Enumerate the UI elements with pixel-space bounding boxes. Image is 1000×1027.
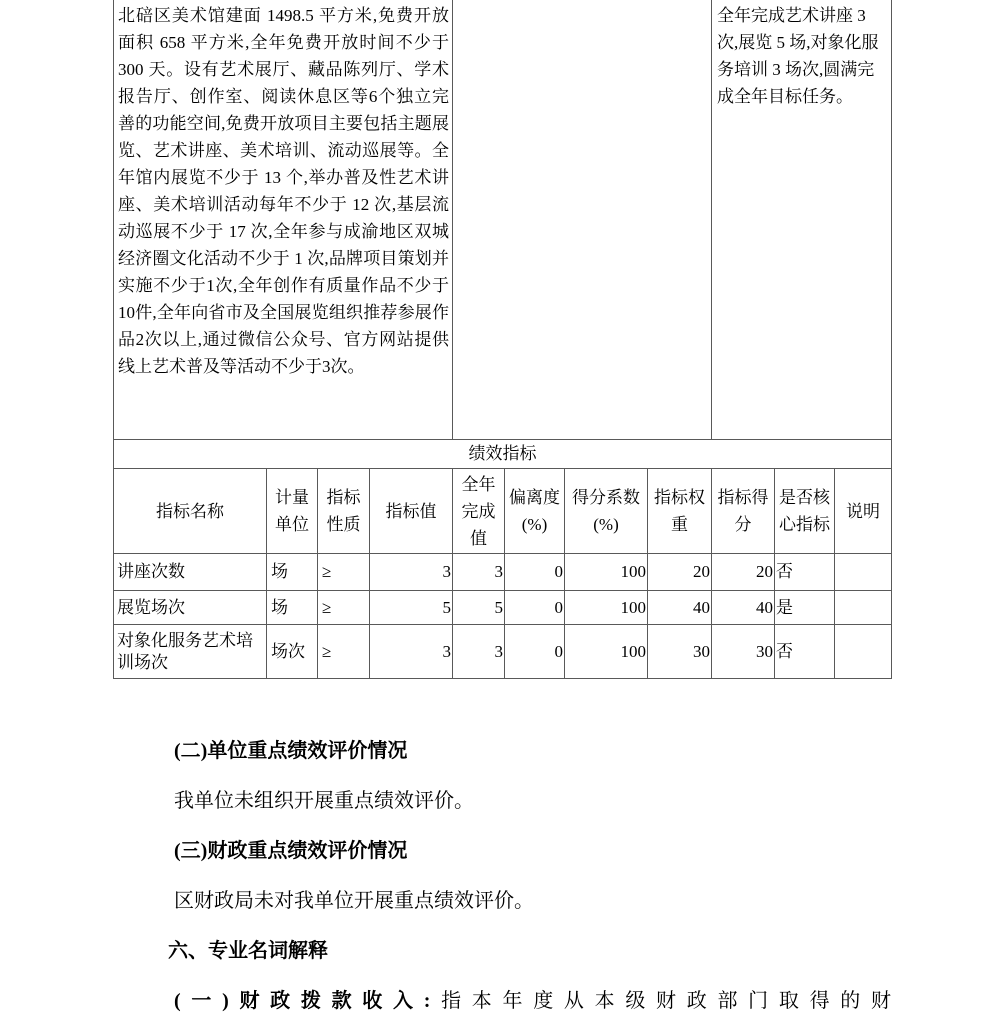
annual-value-cell: 3: [453, 625, 505, 679]
annual-completion-text-cell: 全年完成艺术讲座 3 次,展览 5 场,对象化服务培训 3 场次,圆满完成全年目标任务。: [712, 0, 892, 440]
score-cell: 30: [712, 625, 775, 679]
col-header-weight: 指标权重: [648, 469, 712, 554]
deviation-cell: 0: [505, 591, 565, 625]
unit-cell: 场: [267, 591, 318, 625]
col-header-unit: 计量单位: [267, 469, 318, 554]
nature-cell: ≥: [318, 554, 370, 591]
table-top-row: [114, 0, 892, 440]
score-coefficient-cell: 100: [565, 625, 648, 679]
section-heading-2: (二)单位重点绩效评价情况: [174, 740, 408, 762]
unit-cell: 场: [267, 554, 318, 591]
col-header-target-value: 指标值: [370, 469, 453, 554]
empty-middle-cell: [453, 0, 712, 440]
score-coefficient-cell: 100: [565, 554, 648, 591]
core-indicator-cell: 否: [775, 554, 835, 591]
term-definition-paragraph: [134, 987, 891, 1015]
col-header-core-indicator: 是否核心指标: [775, 469, 835, 554]
term-name: (一)财政拨款收入:: [174, 990, 431, 1012]
section-paragraph-3: 区财政局未对我单位开展重点绩效评价。: [174, 890, 534, 912]
indicators-section-row: [114, 440, 892, 469]
col-header-annual-value: 全年完成值: [453, 469, 505, 554]
section-paragraph-2: 我单位未组织开展重点绩效评价。: [174, 790, 474, 812]
core-indicator-cell: 是: [775, 591, 835, 625]
target-value-cell: 3: [370, 554, 453, 591]
col-header-indicator-name: 指标名称: [114, 469, 267, 554]
score-cell: 20: [712, 554, 775, 591]
score-cell: 40: [712, 591, 775, 625]
performance-indicators-title: 绩效指标: [114, 440, 892, 469]
core-indicator-cell: 否: [775, 625, 835, 679]
target-value-cell: 5: [370, 591, 453, 625]
indicator-name-cell: 讲座次数: [114, 554, 267, 591]
unit-cell: 场次: [267, 625, 318, 679]
weight-cell: 30: [648, 625, 712, 679]
target-value-cell: 3: [370, 625, 453, 679]
indicator-row: [114, 625, 892, 679]
narrative-section: [134, 737, 891, 1027]
deviation-cell: 0: [505, 554, 565, 591]
section-heading-3: (三)财政重点绩效评价情况: [174, 840, 408, 862]
indicator-name-cell: 展览场次: [114, 591, 267, 625]
indicators-header-row: [114, 469, 892, 554]
nature-cell: ≥: [318, 625, 370, 679]
score-coefficient-cell: 100: [565, 591, 648, 625]
col-header-nature: 指标性质: [318, 469, 370, 554]
performance-report-table: [113, 0, 892, 679]
chapter-heading-6: 六、专业名词解释: [168, 940, 328, 962]
term-definition: 指本年度从本级财政部门取得的财: [430, 990, 892, 1012]
annual-value-cell: 3: [453, 554, 505, 591]
col-header-deviation: 偏离度(%): [505, 469, 565, 554]
annual-target-text-cell: 北碚区美术馆建面 1498.5 平方米,免费开放面积 658 平方米,全年免费开放时间不少于 300 天。设有艺术展厅、藏品陈列厅、学术报告厅、创作室、阅读休息区等6个独立完善的功能空间,免费开放项目主要包括主题展览、艺术讲座、美术培训、流动巡展等。全年馆内展览不少于 13 个,举办普及性艺术讲座、美术培训活动每年不少于 12 次,基层流动巡展不少于 17 次,全年参与成渝地区双城经济圈文化活动不少于 1 次,品牌项目策划并实施不少于1次,全年创作有质量作品不少于10件,全年向省市及全国展览组织推荐参展作品2次以上,通过微信公众号、官方网站提供线上艺术普及等活动不少于3次。: [114, 0, 453, 440]
indicator-row: [114, 591, 892, 625]
note-cell: [835, 591, 892, 625]
note-cell: [835, 554, 892, 591]
col-header-note: 说明: [835, 469, 892, 554]
col-header-score-coefficient: 得分系数(%): [565, 469, 648, 554]
annual-value-cell: 5: [453, 591, 505, 625]
indicator-name-cell: 对象化服务艺术培训场次: [114, 625, 267, 679]
weight-cell: 20: [648, 554, 712, 591]
deviation-cell: 0: [505, 625, 565, 679]
nature-cell: ≥: [318, 591, 370, 625]
note-cell: [835, 625, 892, 679]
weight-cell: 40: [648, 591, 712, 625]
col-header-score: 指标得分: [712, 469, 775, 554]
indicator-row: [114, 554, 892, 591]
